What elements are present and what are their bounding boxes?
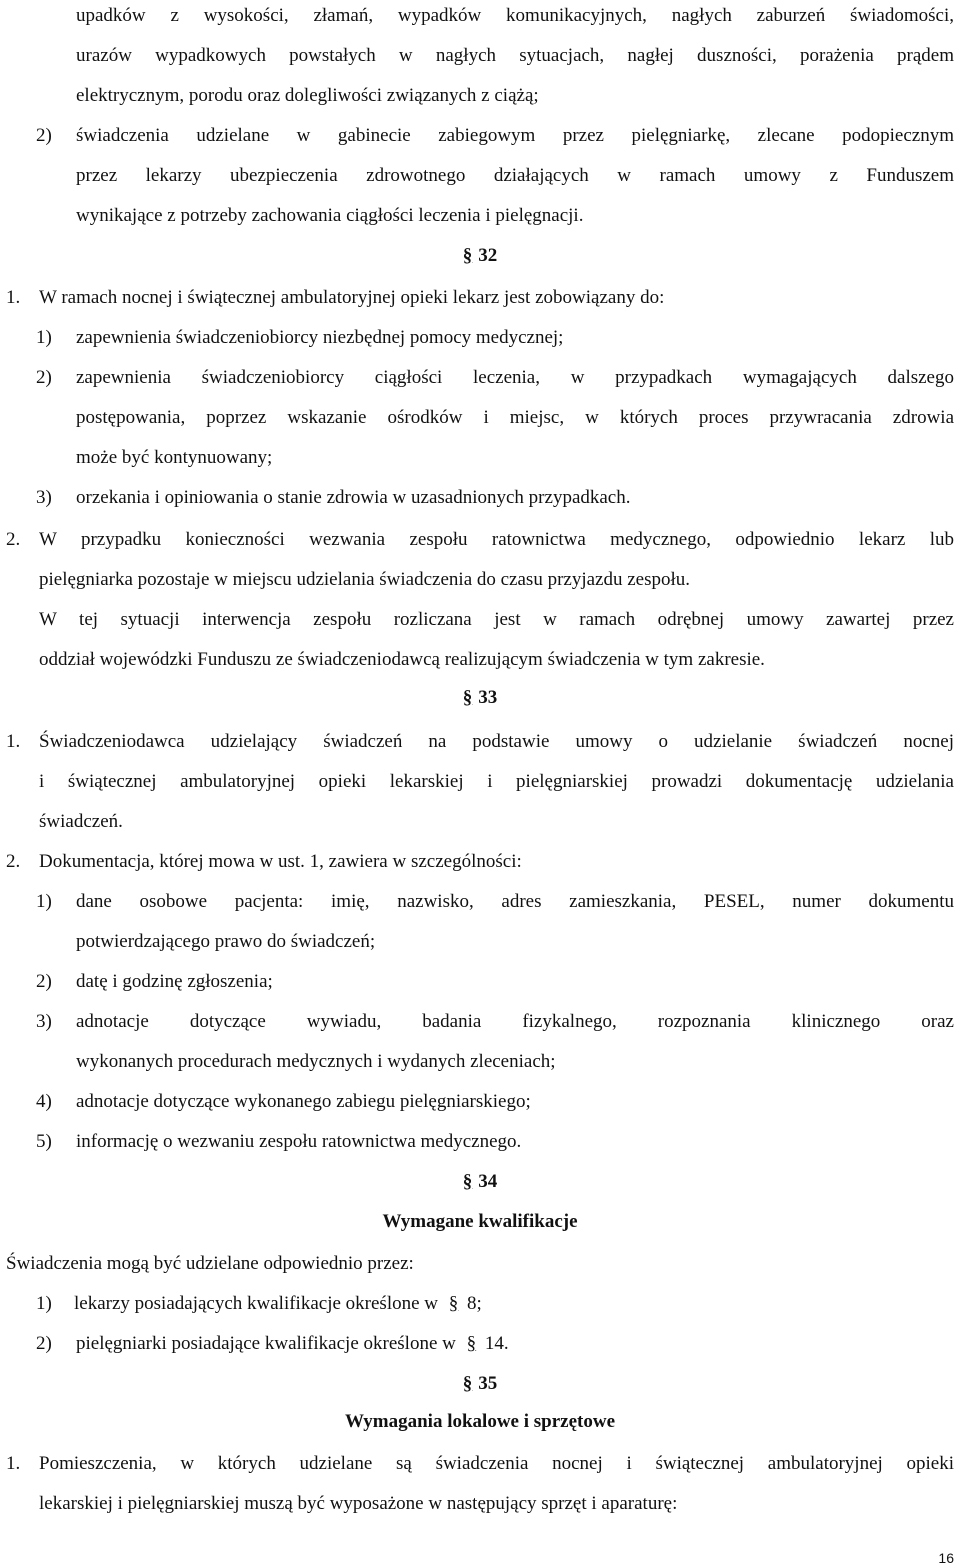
text-line: urazów wypadkowych powstałych w nagłych sytuacjach, nagłej duszności, porażenia prądem bbox=[76, 45, 954, 66]
list-number: 1) bbox=[36, 891, 52, 912]
section-number: 33 bbox=[478, 687, 498, 708]
section-title: Wymagania lokalowe i sprzętowe bbox=[344, 1411, 616, 1432]
page-number: 16 bbox=[938, 1550, 954, 1566]
item-text: pielęgniarki posiadające kwalifikacje określone w bbox=[76, 1333, 456, 1354]
text-line: orzekania i opiniowania o stanie zdrowia w uzasadnionych przypadkach. bbox=[76, 487, 631, 508]
section-number: 35 bbox=[478, 1373, 498, 1394]
list-number: 1) bbox=[36, 327, 52, 348]
section-heading-34 bbox=[440, 1170, 520, 1194]
text-line: i świątecznej ambulatoryjnej opieki lekarskiej i pielęgniarskiej prowadzi dokumentację udzielania bbox=[39, 771, 954, 792]
text-line: świadczeń. bbox=[39, 811, 123, 832]
text-line: Świadczeniodawca udzielający świadczeń na podstawie umowy o udzielanie świadczeń nocnej bbox=[39, 731, 954, 752]
text-line: adnotacje dotyczące wykonanego zabiegu pielęgniarskiego; bbox=[76, 1091, 531, 1112]
list-number: 2) bbox=[36, 125, 52, 146]
text-line: Dokumentacja, której mowa w ust. 1, zawiera w szczególności: bbox=[39, 851, 522, 872]
section-symbol: § bbox=[462, 1373, 473, 1394]
section-symbol: § bbox=[462, 245, 473, 266]
text-line: oddział wojewódzki Funduszu ze świadczeniodawcą realizującym świadczenia w tym zakresie. bbox=[39, 649, 765, 670]
text-line: zapewnienia świadczeniobiorcy niezbędnej pomocy medycznej; bbox=[76, 327, 564, 348]
text-line: świadczenia udzielane w gabinecie zabiegowym przez pielęgniarkę, zlecane podopiecznym bbox=[76, 125, 954, 146]
list-number: 2) bbox=[36, 971, 52, 992]
paragraph-number: 1. bbox=[6, 287, 21, 308]
item-text: lekarzy posiadających kwalifikacje określone w bbox=[74, 1293, 439, 1314]
text-line: wynikające z potrzeby zachowania ciągłości leczenia i pielęgnacji. bbox=[76, 205, 584, 226]
section-heading-32 bbox=[440, 244, 520, 268]
text-line bbox=[76, 1332, 509, 1356]
list-number: 2) bbox=[36, 1333, 52, 1354]
text-line: datę i godzinę zgłoszenia; bbox=[76, 971, 273, 992]
section-reference: 8; bbox=[467, 1293, 482, 1314]
text-line: W tej sytuacji interwencja zespołu rozliczana jest w ramach odrębnej umowy zawartej przez bbox=[39, 609, 954, 630]
list-number: 4) bbox=[36, 1091, 52, 1112]
list-number: 3) bbox=[36, 487, 52, 508]
text-line: elektrycznym, porodu oraz dolegliwości związanych z ciążą; bbox=[76, 85, 539, 106]
text-line bbox=[74, 1292, 482, 1316]
paragraph-number: 1. bbox=[6, 731, 21, 752]
text-line: wykonanych procedurach medycznych i wydanych zleceniach; bbox=[76, 1051, 556, 1072]
text-line: pielęgniarka pozostaje w miejscu udzielania świadczenia do czasu przyjazdu zespołu. bbox=[39, 569, 691, 590]
list-number: 3) bbox=[36, 1011, 52, 1032]
text-line: Świadczenia mogą być udzielane odpowiednio przez: bbox=[6, 1253, 414, 1274]
text-line: zapewnienia świadczeniobiorcy ciągłości leczenia, w przypadkach wymagających dalszego bbox=[76, 367, 954, 388]
section-symbol: § bbox=[448, 1293, 459, 1314]
list-number: 2) bbox=[36, 367, 52, 388]
section-heading-33 bbox=[440, 686, 520, 710]
text-line: przez lekarzy ubezpieczenia zdrowotnego działających w ramach umowy z Funduszem bbox=[76, 165, 954, 186]
text-line: dane osobowe pacjenta: imię, nazwisko, adres zamieszkania, PESEL, numer dokumentu bbox=[76, 891, 954, 912]
section-number: 32 bbox=[478, 245, 498, 266]
paragraph-number: 2. bbox=[6, 851, 21, 872]
text-line: informację o wezwaniu zespołu ratownictwa medycznego. bbox=[76, 1131, 522, 1152]
list-number: 5) bbox=[36, 1131, 52, 1152]
text-line: upadków z wysokości, złamań, wypadków komunikacyjnych, nagłych zaburzeń świadomości, bbox=[76, 5, 954, 26]
text-line: potwierdzającego prawo do świadczeń; bbox=[76, 931, 376, 952]
list-number: 1) bbox=[36, 1293, 52, 1314]
section-number: 34 bbox=[478, 1171, 498, 1192]
text-line: W przypadku konieczności wezwania zespołu ratownictwa medycznego, odpowiednio lekarz lub bbox=[39, 529, 954, 550]
section-symbol: § bbox=[466, 1333, 477, 1354]
paragraph-number: 1. bbox=[6, 1453, 21, 1474]
section-reference: 14. bbox=[484, 1333, 509, 1354]
section-heading-35 bbox=[440, 1372, 520, 1396]
text-line: postępowania, poprzez wskazanie ośrodków i miejsc, w których proces przywracania zdrowia bbox=[76, 407, 954, 428]
text-line: Pomieszczenia, w których udzielane są świadczenia nocnej i świątecznej ambulatoryjnej opieki bbox=[39, 1453, 954, 1474]
section-symbol: § bbox=[462, 687, 473, 708]
text-line: lekarskiej i pielęgniarskiej muszą być wyposażone w następujący sprzęt i aparaturę: bbox=[39, 1493, 678, 1514]
paragraph-number: 2. bbox=[6, 529, 21, 550]
section-title: Wymagane kwalifikacje bbox=[382, 1211, 578, 1232]
text-line: adnotacje dotyczące wywiadu, badania fizykalnego, rozpoznania klinicznego oraz bbox=[76, 1011, 954, 1032]
text-line: może być kontynuowany; bbox=[76, 447, 273, 468]
section-symbol: § bbox=[462, 1171, 473, 1192]
text-line: W ramach nocnej i świątecznej ambulatoryjnej opieki lekarz jest zobowiązany do: bbox=[39, 287, 665, 308]
